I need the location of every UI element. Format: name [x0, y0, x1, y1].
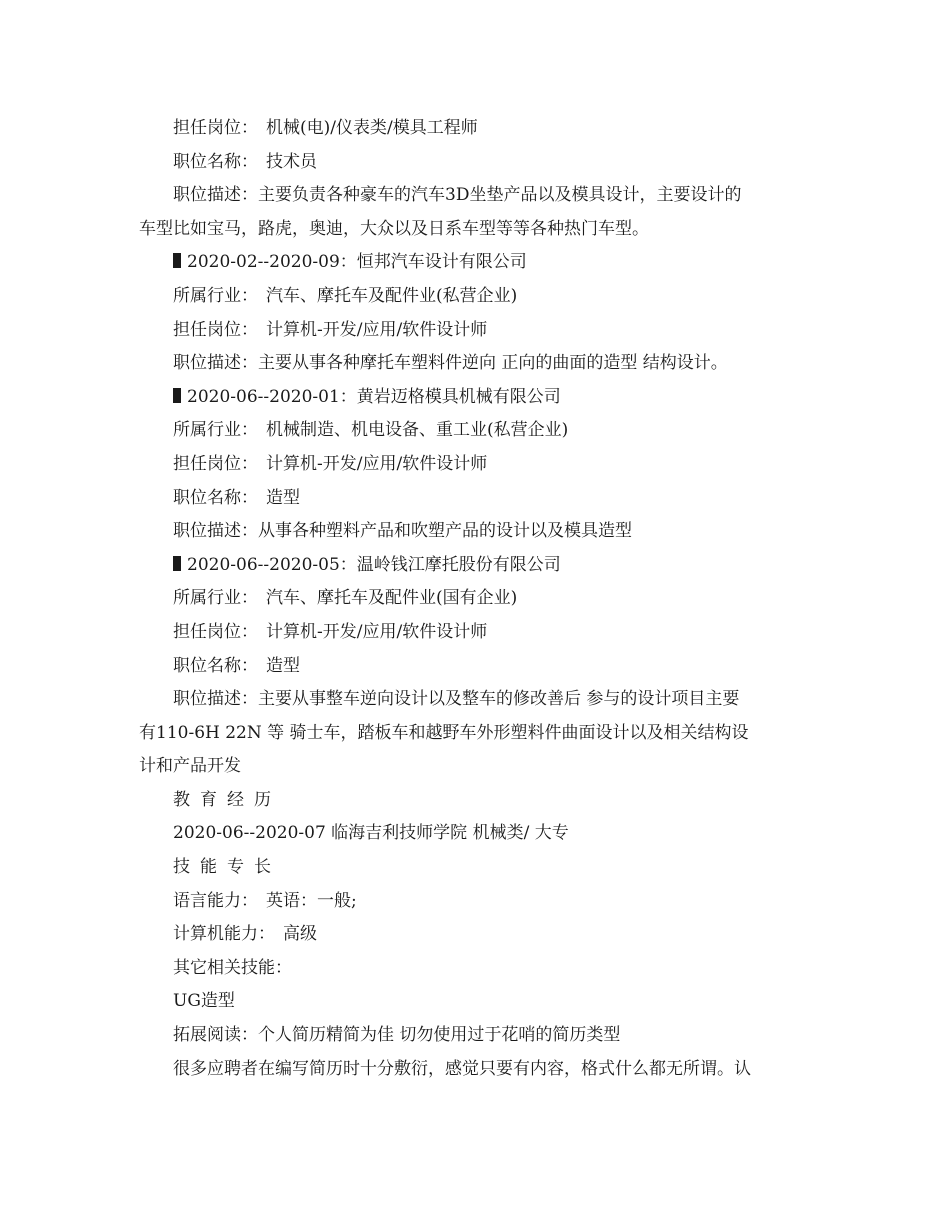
- field-label: 担任岗位：: [173, 621, 258, 642]
- job-entry-header: [139, 549, 819, 583]
- paragraph-line: 职位描述：从事各种塑料产品和吹塑产品的设计以及模具造型: [173, 521, 632, 542]
- job-entry-title: 2020-02--2020-09：恒邦汽车设计有限公司: [187, 252, 527, 273]
- field-value: 机械制造、机电设备、重工业(私营企业): [266, 420, 569, 441]
- field-line: [139, 112, 819, 146]
- paragraph-line: 职位描述：主要从事整车逆向设计以及整车的修改善后 参与的设计项目主要: [173, 689, 740, 710]
- field-line: [139, 885, 819, 919]
- bullet-block-icon: [173, 388, 181, 403]
- section-heading: 教育经历: [173, 789, 281, 810]
- field-line: [139, 482, 819, 516]
- paragraph-line: 职位描述：主要负责各种豪车的汽车3D坐垫产品以及模具设计，主要设计的: [173, 185, 742, 206]
- field-value: 机械(电)/仪表类/模具工程师: [266, 118, 478, 138]
- paragraph-line: 2020-06--2020-07 临海吉利技师学院 机械类/ 大专: [173, 823, 569, 844]
- resume-page: [139, 112, 819, 1086]
- section-heading: 技能专长: [173, 857, 281, 878]
- field-value: 造型: [266, 655, 300, 676]
- paragraph-line: UG造型: [173, 991, 235, 1012]
- paragraph-line: 职位描述：主要从事各种摩托车塑料件逆向 正向的曲面的造型 结构设计。: [173, 353, 728, 374]
- field-line: [139, 616, 819, 650]
- job-entry-title: 2020-06--2020-05：温岭钱江摩托股份有限公司: [187, 554, 561, 575]
- paragraph-continuation: 有110-6H 22N 等 骑士车，踏板车和越野车外形塑料件曲面设计以及相关结构设: [139, 722, 749, 743]
- field-value: 造型: [266, 487, 300, 508]
- field-label: 职位名称：: [173, 151, 258, 172]
- paragraph-line: 其它相关技能：: [173, 957, 292, 978]
- field-line: [139, 314, 819, 348]
- field-value: 高级: [283, 924, 317, 945]
- field-value: 计算机-开发/应用/软件设计师: [266, 621, 488, 642]
- bullet-block-icon: [173, 253, 181, 268]
- job-entry-header: [139, 246, 819, 280]
- field-line: [139, 146, 819, 180]
- field-label: 所属行业：: [173, 420, 258, 441]
- field-value: 计算机-开发/应用/软件设计师: [266, 319, 488, 340]
- field-label: 担任岗位：: [173, 118, 258, 138]
- field-label: 所属行业：: [173, 588, 258, 609]
- field-label: 所属行业：: [173, 285, 258, 306]
- field-value: 技术员: [266, 151, 317, 172]
- field-line: [139, 414, 819, 448]
- job-entry-title: 2020-06--2020-01：黄岩迈格模具机械有限公司: [187, 386, 561, 407]
- field-label: 担任岗位：: [173, 319, 258, 340]
- paragraph-continuation: 计和产品开发: [139, 756, 241, 777]
- paragraph-line: 很多应聘者在编写简历时十分敷衍，感觉只要有内容，格式什么都无所谓。认: [173, 1058, 751, 1079]
- job-entry-header: [139, 381, 819, 415]
- field-line: [139, 650, 819, 684]
- field-value: 计算机-开发/应用/软件设计师: [266, 453, 488, 474]
- field-line: [139, 918, 819, 952]
- field-value: 汽车、摩托车及配件业(国有企业): [266, 588, 518, 609]
- field-label: 语言能力：: [173, 890, 258, 911]
- paragraph-line: 拓展阅读：个人简历精简为佳 切勿使用过于花哨的简历类型: [173, 1025, 621, 1046]
- field-line: [139, 448, 819, 482]
- field-label: 计算机能力：: [173, 924, 275, 945]
- field-line: [139, 582, 819, 616]
- field-value: 英语：一般;: [266, 890, 357, 911]
- paragraph-continuation: 车型比如宝马，路虎，奥迪，大众以及日系车型等等各种热门车型。: [139, 218, 649, 239]
- field-value: 汽车、摩托车及配件业(私营企业): [266, 285, 518, 306]
- bullet-block-icon: [173, 556, 181, 571]
- field-label: 职位名称：: [173, 487, 258, 508]
- field-line: [139, 280, 819, 314]
- field-label: 担任岗位：: [173, 453, 258, 474]
- field-label: 职位名称：: [173, 655, 258, 676]
